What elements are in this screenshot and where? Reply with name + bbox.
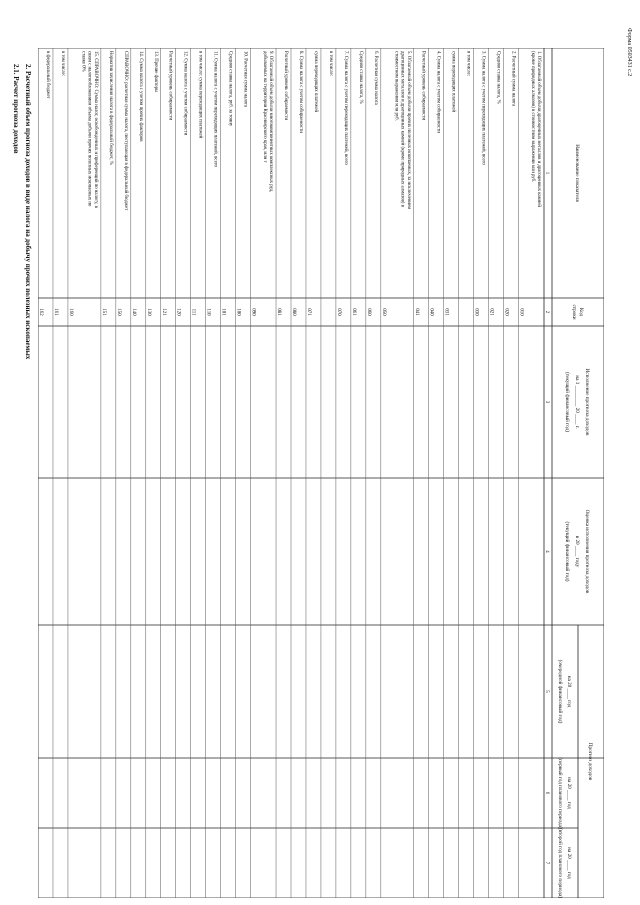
row-code: 071 [305,308,311,316]
row-code: 041 [413,308,419,316]
row-label: в том числе: [465,51,471,77]
col-header-execution: Исполнение прогноза доходов [584,368,590,436]
row-label: 8. Сумма налога с учетом собираемости [297,51,303,133]
form-code: Форма 0503431 с.2 [626,28,632,77]
row-label: 14. Сумма налога с учетом прочих факторов [137,51,143,142]
table-row [444,51,456,316]
row-code: 061 [350,308,356,316]
col-header-plan-year1: на 20 ____ год [566,777,572,809]
col-header-next-year-note: (очередной финансовый год) [557,659,563,724]
table-row [53,51,65,316]
row-label: в том числе: сумма переходящих платежей [197,51,203,139]
table-row [474,51,486,316]
table-row [429,51,441,316]
row-code: 080 [291,308,296,316]
table-row [236,51,248,316]
row-label: добываемых на территории Красноярского края, млн т [261,51,267,163]
row-label: СПРАВОЧНО: расчетная сумма налога, поступающая в федеральный бюджет [122,51,128,211]
col-header-execution-date: на 1 ________ 20 ____ г. [574,375,580,429]
row-label: 11. Сумма налога с учетом переходящих платежей, всего [212,51,218,167]
table-row [101,51,113,316]
row-label: в федеральный бюджет [44,51,50,99]
table-row [191,51,203,316]
row-label: 2. Расчетный сумма налога [510,51,516,107]
col-header-estimate-note: (текущий финансовый год) [564,521,570,582]
col-header-estimate-year: в 20 ____ году [574,535,580,568]
row-code: 031 [443,308,449,316]
row-code: 021 [488,308,494,316]
row-label: Расчетный уровень собираемости [167,51,173,121]
row-code: 060 [365,308,371,316]
row-label: Расчетный уровень собираемости [420,51,426,121]
row-label: 9. Облагаемый объем добычи многокомпонентных комплексных руд, [268,51,274,193]
row-code: 081 [276,308,282,316]
row-code: 100 [235,308,241,316]
column-number: 3 [544,400,549,404]
row-code: 120 [175,308,181,316]
col-header-code: Код [578,307,584,317]
row-code: 130 [145,308,151,316]
row-code: 111 [190,308,196,316]
table-row [489,51,501,316]
row-code: 070 [335,308,341,316]
row-label: в том числе: [59,51,65,77]
row-label: Средняя ставка налога, % [357,51,363,104]
row-label: 1. Облагаемый объем добычи драгоценных металлов и драгоценных камней [536,51,541,207]
table-row [381,51,411,316]
col-header-code-line2: строки [571,304,577,320]
row-label: 15. СПРАВОЧНО: Сумма налог, освобожденных и преференций по налогу, в [92,51,98,208]
row-code: 090 [250,308,256,316]
row-label: 6. Расчетная сумма налога [372,51,378,105]
row-code: 010 [518,308,524,316]
row-label: в том числе: [327,51,333,77]
table-row [116,51,128,316]
table-row [251,51,273,316]
row-code: 110 [205,308,211,316]
table-row [161,51,173,316]
row-label: Норматив зачисления налога в федеральный бюджет, % [107,51,113,165]
row-code: 140 [130,308,136,316]
column-number: 2 [544,310,549,314]
table-row [221,51,233,316]
table-row [276,51,288,316]
col-header-plan-year1-note: (первый год планового периода) [557,757,563,829]
col-header-plan-year2-note: (второй год планового периода) [557,828,563,898]
row-code: 040 [428,308,434,316]
table-row [351,51,363,316]
row-code: 161 [52,308,58,316]
row-code: 160 [67,308,73,316]
row-label: связи с налогообложением объема добычи прочих полезных ископаемых по [86,51,92,207]
row-label: Расчетный уровень собираемости [283,51,288,121]
forecast-table [38,48,604,898]
col-header-forecast-group: Прогноз доходов [587,742,593,781]
row-code: 162 [38,308,43,316]
col-header-estimate: Оценка исполнения прогноза доходов [584,509,590,594]
subsection-title: 2.1. Расчет прогноза доходов [12,64,20,154]
row-label: сумма переходящих платежей [450,51,456,113]
col-header-next-year: на 20 ____ год [566,675,572,708]
table-row [146,51,158,316]
table-row [131,51,143,316]
row-label: 5. Облагаемый объем добычи прочих полезных ископаемых, за исключением [405,51,411,210]
row-code: 150 [115,308,121,316]
row-label: Средняя ставка налога, руб. за тонну [227,51,233,127]
row-label: сумма переходящих платежей [312,51,318,113]
table-row [328,51,333,76]
col-header-execution-note: (текущий финансовый год) [564,372,570,432]
row-label: 13. Прочие факторы [152,51,158,93]
table-row [466,51,471,76]
table-row [519,51,541,316]
table-row [306,51,318,316]
column-number: 6 [544,791,549,795]
row-label: 4. Сумма налога с учетом собираемости [435,51,441,133]
table-row [38,51,50,316]
table-row [68,51,98,316]
row-label: 3. Сумма налога с учетом переходящих платежей, всего [480,51,486,165]
row-code: 030 [473,308,479,316]
section-title: 2. Расчетный объем прогноза доходов в виде налога на добычу прочих полезных ископаемых [24,64,32,360]
table-row [504,51,516,316]
column-number: 5 [544,690,549,693]
row-code: 101 [220,308,226,316]
table-row [414,51,426,316]
row-label: 10. Расчетная сумма налога [242,51,248,108]
row-label: 12. Сумма налога с учетом собираемости [182,51,188,136]
row-code: 121 [160,308,166,316]
row-code: 020 [503,308,509,316]
row-label: стоимостном выражении млн руб. [393,51,399,121]
row-label: 7. Сумма налога с учетом переходящих платежей, всего [342,51,348,165]
row-code: 151 [100,308,106,316]
col-header-indicator: Наименование показателя [574,144,580,202]
column-number: 7 [544,861,549,865]
row-code: 050 [380,308,386,316]
table-row [206,51,218,316]
table-row [291,51,303,316]
table-row [366,51,378,316]
row-label: ставке 0% [80,51,86,72]
column-number: 1 [544,171,549,175]
col-header-plan-year2: на 20 ____ год [566,847,572,879]
table-row [336,51,348,316]
table-row [176,51,188,316]
row-label: драгоценных металлов и драгоценных камней (кроме природных алмазов) в [399,51,405,207]
column-number: 4 [544,550,549,553]
row-label: Средняя ставка налога, % [495,51,501,104]
row-label: (кроме природных алмазов) в стоимостном выражении млн руб. [529,51,535,183]
